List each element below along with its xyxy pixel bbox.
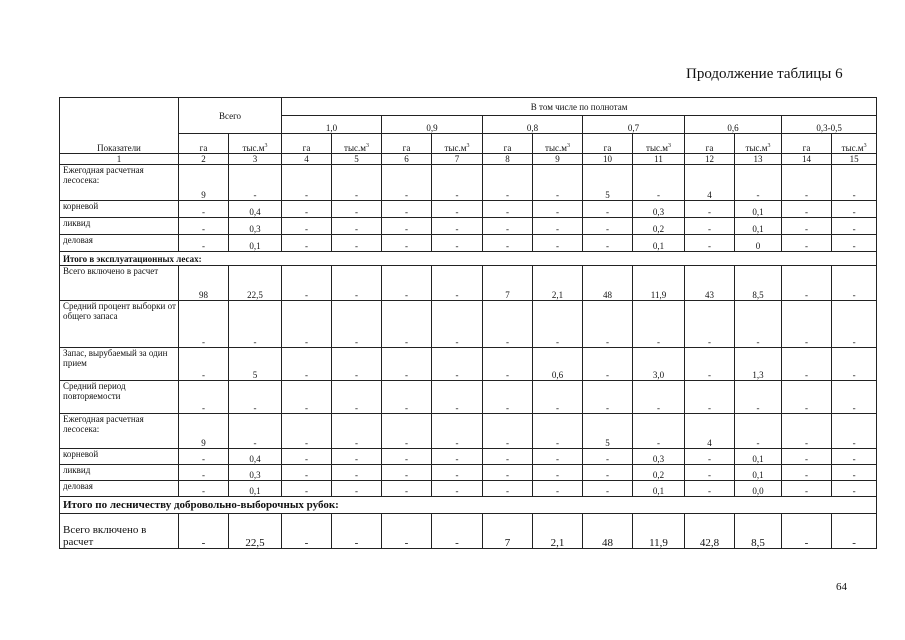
table-cell: -: [832, 514, 877, 549]
table-cell: -: [179, 449, 229, 465]
table-cell: 2,1: [533, 266, 583, 301]
table-cell: -: [685, 235, 735, 252]
table-cell: -: [332, 449, 382, 465]
table-cell: -: [832, 218, 877, 235]
table-cell: -: [179, 381, 229, 414]
table-cell: -: [282, 449, 332, 465]
table-cell: 5: [229, 348, 282, 381]
table-cell: -: [533, 235, 583, 252]
table-cell: 11,9: [633, 266, 685, 301]
table-cell: -: [832, 481, 877, 497]
table-cell: -: [782, 481, 832, 497]
table-cell: 0,4: [229, 201, 282, 218]
table-cell: -: [533, 381, 583, 414]
table-cell: 0,1: [633, 235, 685, 252]
table-cell: -: [735, 381, 782, 414]
header-density: 0,8: [483, 116, 583, 134]
table-cell: -: [432, 235, 483, 252]
table-row: [60, 165, 877, 201]
table-cell: 43: [685, 266, 735, 301]
table-row: [60, 201, 877, 218]
table-cell: -: [332, 414, 382, 449]
table-cell: -: [685, 348, 735, 381]
table-cell: 0,3: [633, 201, 685, 218]
unit-text: тыс.м: [841, 143, 864, 153]
table-cell: -: [832, 414, 877, 449]
table-cell: -: [832, 301, 877, 348]
row-label: ликвид: [60, 218, 179, 235]
header-unit-volume: [832, 134, 877, 154]
table-cell: -: [483, 414, 533, 449]
table-cell: -: [282, 218, 332, 235]
table-cell: -: [382, 218, 432, 235]
table-cell: -: [332, 165, 382, 201]
table-cell: 48: [583, 266, 633, 301]
header-unit-ha: га: [179, 134, 229, 154]
table-cell: -: [432, 218, 483, 235]
table-cell: -: [382, 481, 432, 497]
table-cell: -: [382, 201, 432, 218]
header-unit-volume: [432, 134, 483, 154]
table-cell: -: [432, 414, 483, 449]
column-number: 14: [782, 154, 832, 165]
column-number: 12: [685, 154, 735, 165]
table-cell: -: [685, 449, 735, 465]
table-cell: 42,8: [685, 514, 735, 549]
table-cell: -: [432, 165, 483, 201]
unit-superscript: 3: [466, 143, 470, 149]
header-units-row: [60, 134, 877, 154]
table-cell: -: [179, 218, 229, 235]
table-row: [60, 449, 877, 465]
column-number: 2: [179, 154, 229, 165]
table-cell: -: [382, 301, 432, 348]
table-cell: -: [483, 449, 533, 465]
table-cell: -: [782, 414, 832, 449]
table-cell: 3,0: [633, 348, 685, 381]
header-indicators: Показатели: [60, 98, 179, 154]
table-cell: -: [832, 381, 877, 414]
table-cell: -: [282, 348, 332, 381]
table-cell: 22,5: [229, 266, 282, 301]
table-cell: -: [782, 266, 832, 301]
table-cell: -: [382, 449, 432, 465]
table-cell: -: [179, 235, 229, 252]
unit-text: тыс.м: [545, 143, 567, 153]
table-cell: 0,1: [735, 218, 782, 235]
table-row: [60, 218, 877, 235]
table-cell: -: [282, 301, 332, 348]
table-cell: -: [382, 235, 432, 252]
table-cell: -: [533, 414, 583, 449]
table-cell: -: [685, 201, 735, 218]
table-row: [60, 235, 877, 252]
column-number: 4: [282, 154, 332, 165]
column-number: 13: [735, 154, 782, 165]
table-cell: 0,1: [735, 465, 782, 481]
table-cell: -: [583, 481, 633, 497]
column-number: 5: [332, 154, 382, 165]
table-cell: -: [782, 514, 832, 549]
row-label: Ежегодная расчетная лесосека:: [60, 165, 179, 201]
header-density: 0,7: [583, 116, 685, 134]
table-row: [60, 514, 877, 549]
table-cell: 1,3: [735, 348, 782, 381]
section-row: [60, 252, 877, 266]
table-cell: -: [782, 465, 832, 481]
row-label: ликвид: [60, 465, 179, 481]
table-cell: -: [432, 465, 483, 481]
table-cell: 0,1: [229, 481, 282, 497]
table-cell: -: [332, 235, 382, 252]
table-cell: 22,5: [229, 514, 282, 549]
table-cell: -: [583, 218, 633, 235]
unit-text: тыс.м: [242, 143, 265, 153]
header-unit-ha: га: [282, 134, 332, 154]
table-cell: -: [685, 301, 735, 348]
header-unit-ha: га: [782, 134, 832, 154]
table-cell: -: [633, 165, 685, 201]
table-cell: -: [832, 201, 877, 218]
table-cell: -: [533, 165, 583, 201]
table-cell: 0,3: [229, 218, 282, 235]
table-cell: -: [282, 235, 332, 252]
unit-superscript: 3: [667, 143, 671, 149]
unit-text: тыс.м: [646, 143, 668, 153]
table-cell: 0,6: [533, 348, 583, 381]
table-cell: 0: [735, 235, 782, 252]
table-cell: -: [735, 165, 782, 201]
table-cell: -: [583, 301, 633, 348]
table-cell: 7: [483, 514, 533, 549]
row-label: деловая: [60, 235, 179, 252]
unit-superscript: 3: [566, 143, 570, 149]
table-cell: -: [735, 414, 782, 449]
table-cell: 4: [685, 165, 735, 201]
header-unit-ha: га: [685, 134, 735, 154]
unit-superscript: 3: [365, 143, 369, 149]
table-row: [60, 414, 877, 449]
table-cell: 0,1: [735, 449, 782, 465]
table-cell: -: [735, 301, 782, 348]
table-cell: -: [633, 414, 685, 449]
row-label: корневой: [60, 201, 179, 218]
header-unit-volume: [332, 134, 382, 154]
column-number: 10: [583, 154, 633, 165]
table-cell: -: [432, 481, 483, 497]
table-cell: -: [332, 301, 382, 348]
table-cell: 0,1: [735, 201, 782, 218]
table-cell: 5: [583, 414, 633, 449]
table-cell: 9: [179, 414, 229, 449]
table-cell: -: [179, 514, 229, 549]
table-cell: -: [685, 381, 735, 414]
table-cell: -: [533, 218, 583, 235]
table-cell: -: [782, 348, 832, 381]
section-row: [60, 497, 877, 514]
table-cell: -: [483, 301, 533, 348]
header-unit-volume: [533, 134, 583, 154]
table-cell: -: [229, 381, 282, 414]
row-label: Всего включено в расчет: [60, 266, 179, 301]
table-cell: 0,3: [633, 449, 685, 465]
table-cell: -: [832, 449, 877, 465]
table-cell: -: [229, 301, 282, 348]
table-cell: 9: [179, 165, 229, 201]
table-cell: 4: [685, 414, 735, 449]
table-cell: -: [179, 201, 229, 218]
table-cell: -: [229, 165, 282, 201]
table-cell: -: [282, 266, 332, 301]
table-cell: -: [332, 266, 382, 301]
table-cell: -: [282, 414, 332, 449]
header-unit-volume: [633, 134, 685, 154]
table-cell: -: [483, 481, 533, 497]
column-number: 3: [229, 154, 282, 165]
table-cell: -: [633, 301, 685, 348]
table-cell: -: [782, 301, 832, 348]
table-cell: -: [583, 201, 633, 218]
row-label: Всего включено в расчет: [60, 514, 179, 549]
table-cell: -: [332, 201, 382, 218]
column-number: 1: [60, 154, 179, 165]
table-cell: -: [685, 481, 735, 497]
table-cell: -: [583, 465, 633, 481]
table-cell: 0,2: [633, 465, 685, 481]
column-number: 15: [832, 154, 877, 165]
row-label: Средний процент выборки от общего запаса: [60, 301, 179, 348]
table-cell: -: [282, 514, 332, 549]
table-cell: -: [782, 201, 832, 218]
table-cell: -: [332, 218, 382, 235]
column-numbers-row: [60, 154, 877, 165]
table-cell: 11,9: [633, 514, 685, 549]
table-cell: -: [432, 348, 483, 381]
page-number: 64: [836, 581, 847, 593]
header-unit-ha: га: [483, 134, 533, 154]
table-row: [60, 348, 877, 381]
table-cell: -: [583, 348, 633, 381]
table-cell: -: [782, 218, 832, 235]
table-cell: -: [483, 201, 533, 218]
header-unit-ha: га: [382, 134, 432, 154]
table-cell: -: [382, 266, 432, 301]
table-cell: 8,5: [735, 514, 782, 549]
table-cell: -: [332, 348, 382, 381]
table-cell: -: [229, 414, 282, 449]
header-unit-ha: га: [583, 134, 633, 154]
row-label: деловая: [60, 481, 179, 497]
table-cell: -: [685, 218, 735, 235]
table-cell: -: [332, 481, 382, 497]
table-cell: -: [533, 301, 583, 348]
table-cell: 5: [583, 165, 633, 201]
table-cell: -: [483, 235, 533, 252]
header-density: 1,0: [282, 116, 382, 134]
table-row: [60, 301, 877, 348]
table-row: [60, 381, 877, 414]
table-cell: -: [332, 381, 382, 414]
table-cell: -: [382, 414, 432, 449]
table-cell: -: [382, 465, 432, 481]
table-cell: -: [382, 381, 432, 414]
table-cell: -: [832, 165, 877, 201]
header-total: Всего: [179, 98, 282, 134]
table-cell: -: [583, 449, 633, 465]
table-cell: -: [832, 266, 877, 301]
table-cell: 0,2: [633, 218, 685, 235]
table-row: [60, 465, 877, 481]
section-title: Итого по лесничеству добровольно-выборочных рубок:: [60, 497, 877, 514]
table-cell: 2,1: [533, 514, 583, 549]
table-caption: Продолжение таблицы 6: [686, 66, 843, 82]
column-number: 9: [533, 154, 583, 165]
table-cell: -: [282, 201, 332, 218]
table-cell: 0,0: [735, 481, 782, 497]
row-label: Запас, вырубаемый за один прием: [60, 348, 179, 381]
table-cell: -: [483, 465, 533, 481]
table-cell: -: [533, 465, 583, 481]
row-label: Ежегодная расчетная лесосека:: [60, 414, 179, 449]
table-cell: -: [685, 465, 735, 481]
section-title: Итого в эксплуатационных лесах:: [60, 252, 877, 266]
header-density: 0,9: [382, 116, 483, 134]
unit-superscript: 3: [863, 143, 867, 149]
table-cell: -: [282, 165, 332, 201]
header-density: 0,6: [685, 116, 782, 134]
table-cell: 7: [483, 266, 533, 301]
table-cell: -: [179, 348, 229, 381]
table-cell: -: [583, 235, 633, 252]
unit-superscript: 3: [264, 143, 268, 149]
table-cell: -: [432, 201, 483, 218]
table-cell: 0,4: [229, 449, 282, 465]
header-by-density: В том числе по полнотам: [282, 98, 877, 116]
table-cell: -: [782, 165, 832, 201]
unit-superscript: 3: [767, 143, 771, 149]
column-number: 6: [382, 154, 432, 165]
table-cell: -: [533, 481, 583, 497]
table-row: [60, 481, 877, 497]
table-cell: -: [282, 481, 332, 497]
table-cell: -: [332, 514, 382, 549]
table-cell: 0,3: [229, 465, 282, 481]
header-row-1: [60, 98, 877, 116]
table-cell: -: [832, 465, 877, 481]
row-label: корневой: [60, 449, 179, 465]
table-row: [60, 266, 877, 301]
table-cell: -: [179, 481, 229, 497]
unit-text: тыс.м: [344, 143, 366, 153]
table-cell: -: [832, 348, 877, 381]
table-cell: -: [282, 465, 332, 481]
table-cell: -: [382, 514, 432, 549]
table-cell: -: [533, 201, 583, 218]
table-cell: -: [483, 381, 533, 414]
table-cell: -: [332, 465, 382, 481]
table-cell: -: [533, 449, 583, 465]
header-unit-volume: [735, 134, 782, 154]
column-number: 8: [483, 154, 533, 165]
table-cell: -: [382, 348, 432, 381]
table-cell: 98: [179, 266, 229, 301]
table-cell: -: [432, 301, 483, 348]
table-cell: -: [782, 449, 832, 465]
table-cell: -: [432, 449, 483, 465]
column-number: 11: [633, 154, 685, 165]
table-cell: 0,1: [229, 235, 282, 252]
unit-text: тыс.м: [444, 143, 467, 153]
table-cell: -: [483, 218, 533, 235]
table-cell: -: [179, 465, 229, 481]
table-cell: -: [432, 381, 483, 414]
table-cell: -: [282, 381, 332, 414]
table-cell: -: [483, 165, 533, 201]
table-cell: -: [483, 348, 533, 381]
table-cell: 0,1: [633, 481, 685, 497]
table-cell: -: [382, 165, 432, 201]
column-number: 7: [432, 154, 483, 165]
table-cell: -: [432, 514, 483, 549]
table-cell: -: [782, 381, 832, 414]
table-cell: -: [782, 235, 832, 252]
table-cell: 48: [583, 514, 633, 549]
table-cell: -: [583, 381, 633, 414]
header-unit-volume: [229, 134, 282, 154]
data-table: [59, 97, 877, 549]
unit-text: тыс.м: [745, 143, 768, 153]
row-label: Средний период повторяемости: [60, 381, 179, 414]
header-density: 0,3-0,5: [782, 116, 877, 134]
table-cell: -: [432, 266, 483, 301]
table-cell: 8,5: [735, 266, 782, 301]
table-cell: -: [633, 381, 685, 414]
table-cell: -: [179, 301, 229, 348]
table-cell: -: [832, 235, 877, 252]
